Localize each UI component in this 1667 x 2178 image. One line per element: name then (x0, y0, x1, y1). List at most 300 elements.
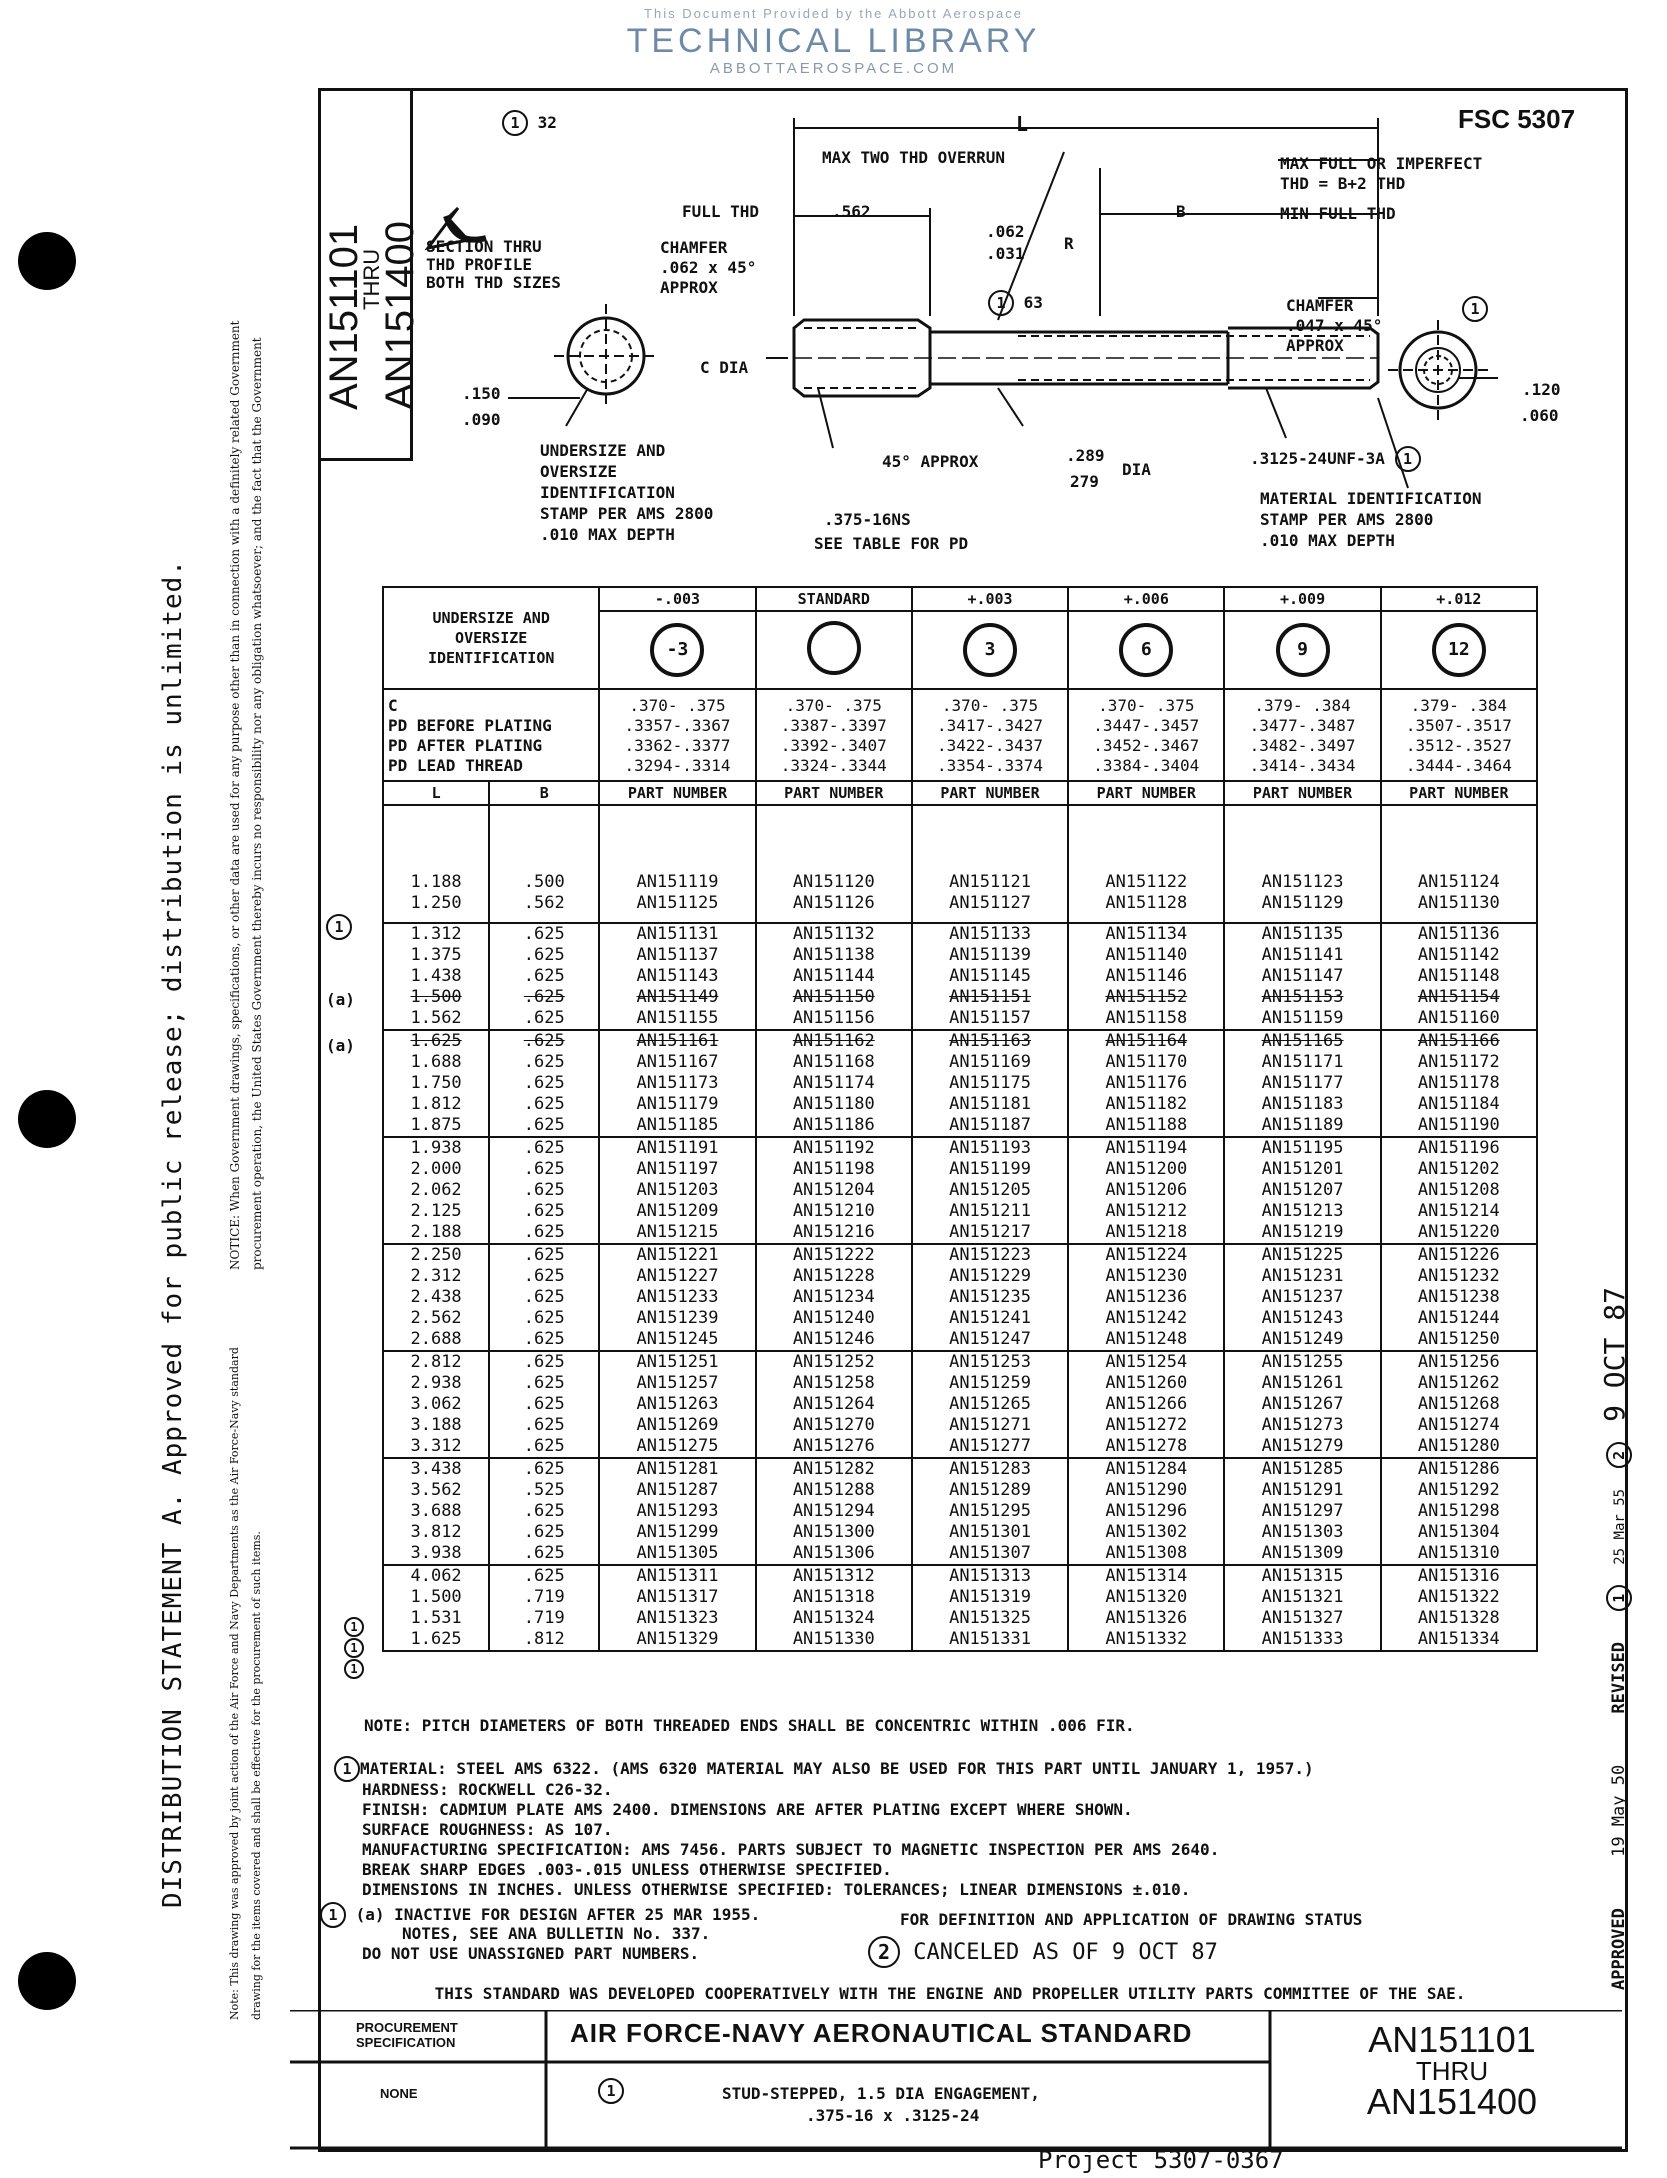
watermark-provider-text: This Document Provided by the Abbott Aerospace (644, 6, 1023, 21)
ident-mark: -3 (650, 623, 704, 677)
part-number-cell (756, 805, 912, 923)
length-cell-value: 1.312 (410, 924, 462, 944)
section-label: SECTION THRU THD PROFILE BOTH THD SIZES (426, 237, 561, 292)
b-cell-value: .625 (523, 1394, 565, 1414)
part-number-cell-value: AN151261 (1261, 1373, 1344, 1393)
part-number-cell-value: AN151152 (1105, 987, 1188, 1007)
part-number-cell-value: AN151293 (636, 1501, 719, 1521)
part-number-cell (1381, 805, 1537, 923)
note-inactive: 1 (a) INACTIVE FOR DESIGN AFTER 25 MAR 1955. (320, 1902, 760, 1928)
part-number-cell-value: AN151263 (636, 1394, 719, 1414)
note-sae: THIS STANDARD WAS DEVELOPED COOPERATIVELY WITH THE ENGINE AND PROPELLER UTILITY PARTS COMMITTEE OF THE SAE. (434, 1984, 1466, 2003)
length-cell-value: 1.531 (410, 1608, 462, 1628)
part-number-cell-value: AN151176 (1105, 1073, 1188, 1093)
length-cell-value: 3.438 (410, 1459, 462, 1479)
part-number-cell-value: AN151328 (1417, 1608, 1500, 1628)
part-number-cell-value: AN151323 (636, 1608, 719, 1628)
part-number-cell (912, 1137, 1068, 1244)
part-number-cell-value: AN151233 (636, 1287, 719, 1307)
part-number-cell-value: AN151258 (792, 1373, 875, 1393)
full-thd: FULL THD (682, 202, 760, 221)
b-cell-value: .625 (523, 1115, 565, 1135)
part-number-cell (599, 1030, 755, 1137)
part-number-cell-value: AN151302 (1105, 1522, 1188, 1542)
dim-090: .090 (462, 410, 501, 429)
b-cell-value: .625 (523, 1373, 565, 1393)
part-number-cell (912, 805, 1068, 923)
distribution-statement: DISTRIBUTION STATEMENT A. Approved for public release; distribution is unlimited. (158, 559, 188, 1908)
part-number-cell-value: AN151285 (1261, 1459, 1344, 1479)
part-number-cell-value: AN151213 (1261, 1201, 1344, 1221)
length-cell-value: 3.688 (410, 1501, 462, 1521)
length-cell-value: 2.188 (410, 1222, 462, 1242)
part-number-cell-value: AN151286 (1417, 1459, 1500, 1479)
table-row-group (383, 805, 1537, 923)
length-cell-value: 1.562 (410, 1008, 462, 1028)
part-number-cell-value: AN151275 (636, 1436, 719, 1456)
part-number-cell-value: AN151249 (1261, 1329, 1344, 1349)
part-number-cell-value: AN151277 (949, 1436, 1031, 1456)
part-number-cell (599, 1137, 755, 1244)
b-cell-value: .525 (523, 1480, 565, 1500)
title-doc-number (1282, 2019, 1622, 2122)
part-number-cell-value: AN151188 (1105, 1115, 1188, 1135)
part-number-cell-value: AN151217 (949, 1222, 1031, 1242)
part-number-cell-value: AN151314 (1105, 1566, 1188, 1586)
dia-279: 279 (1070, 472, 1099, 491)
part-number-cell-value: AN151126 (792, 893, 875, 913)
part-number-cell-value: AN151221 (636, 1245, 719, 1265)
dim-L: L (1016, 112, 1029, 136)
part-number-cell (599, 1458, 755, 1565)
part-number-cell (912, 923, 1068, 1030)
part-number-cell-value: AN151229 (949, 1266, 1031, 1286)
b-cell-value: .719 (523, 1608, 565, 1628)
part-number-cell-value: AN151212 (1105, 1201, 1188, 1221)
binder-hole-bottom (18, 1952, 76, 2010)
part-number-cell-value: AN151259 (949, 1373, 1031, 1393)
table-row-group (383, 1458, 1537, 1565)
part-number-cell-value: AN151272 (1105, 1415, 1188, 1435)
length-cell-value: 3.562 (410, 1480, 462, 1500)
b-cell-value: .562 (523, 893, 565, 913)
approx-45: 45° APPROX (882, 452, 979, 471)
part-number-cell-value: AN151260 (1105, 1373, 1188, 1393)
part-number-cell-value: AN151223 (949, 1245, 1031, 1265)
length-cell (383, 1458, 489, 1565)
part-number-cell-value: AN151167 (636, 1052, 719, 1072)
chamfer-left: CHAMFER .062 x 45° APPROX (660, 238, 757, 297)
part-number-cell-value: AN151208 (1417, 1180, 1500, 1200)
b-cell (489, 1458, 599, 1565)
part-number-cell-value: AN151305 (636, 1543, 719, 1563)
spec-values: .370- .375 .3357-.3367 .3362-.3377 .3294-.3314 (599, 689, 755, 781)
part-number-cell-value: AN151134 (1105, 924, 1188, 944)
note-surface: SURFACE ROUGHNESS: AS 107. (362, 1820, 613, 1839)
part-number-cell-value: AN151321 (1261, 1587, 1344, 1607)
part-number-cell-value: AN151331 (949, 1629, 1031, 1649)
part-number-cell-value: AN151143 (636, 966, 719, 986)
size-header: +.003 (912, 587, 1068, 611)
part-number-cell (1381, 1458, 1537, 1565)
dia-label: DIA (1122, 460, 1151, 479)
ident-mark: 6 (1119, 623, 1173, 677)
max-two-thd: MAX TWO THD OVERRUN (822, 148, 1006, 167)
part-number-cell-value: AN151172 (1417, 1052, 1500, 1072)
part-number-cell-value: AN151247 (949, 1329, 1031, 1349)
part-number-cell (1224, 1137, 1380, 1244)
b-cell-value: .625 (523, 1201, 565, 1221)
b-cell (489, 1030, 599, 1137)
part-number-cell-value: AN151184 (1417, 1094, 1500, 1114)
part-number-cell-value: AN151292 (1417, 1480, 1500, 1500)
part-number-cell-value: AN151192 (792, 1138, 875, 1158)
part-number-cell (1068, 1351, 1224, 1458)
part-number-cell-value: AN151243 (1261, 1308, 1344, 1328)
part-number-cell-value: AN151135 (1261, 924, 1344, 944)
length-cell (383, 1137, 489, 1244)
part-number-cell (912, 1030, 1068, 1137)
b-cell-value: .625 (523, 966, 565, 986)
length-cell-value: 3.188 (410, 1415, 462, 1435)
part-number-cell-value: AN151329 (636, 1629, 719, 1649)
part-number-cell-value: AN151265 (949, 1394, 1031, 1414)
part-number-cell-value: AN151180 (792, 1094, 875, 1114)
part-number-body (383, 805, 1537, 1651)
part-number-cell-value: AN151145 (949, 966, 1031, 986)
note-see-bulletin: NOTES, SEE ANA BULLETIN No. 337. (402, 1924, 711, 1943)
b-cell-value: .812 (523, 1629, 565, 1649)
part-number-cell-value: AN151132 (792, 924, 875, 944)
part-number-cell-value: AN151290 (1105, 1480, 1188, 1500)
part-number-cell-value: AN151206 (1105, 1180, 1188, 1200)
note-mfg: MANUFACTURING SPECIFICATION: AMS 7456. PARTS SUBJECT TO MAGNETIC INSPECTION PER AMS 2640. (362, 1840, 1220, 1859)
part-number-cell-value: AN151201 (1261, 1159, 1344, 1179)
b-cell-value: .625 (523, 1031, 565, 1051)
part-number-table (382, 586, 1538, 1652)
part-number-cell-value: AN151186 (792, 1115, 875, 1135)
part-number-cell-value: AN151183 (1261, 1094, 1344, 1114)
part-number-cell-value: AN151238 (1417, 1287, 1500, 1307)
part-number-cell-value: AN151200 (1105, 1159, 1188, 1179)
thread-3125: .3125-24UNF-3A 1 (1250, 446, 1421, 472)
part-number-cell-value: AN151312 (792, 1566, 875, 1586)
radius-label: R (1064, 234, 1074, 253)
ident-mark-cell (1381, 611, 1537, 689)
part-number-cell-value: AN151210 (792, 1201, 875, 1221)
note-hardness: HARDNESS: ROCKWELL C26-32. (362, 1780, 613, 1799)
approval-notice-line-1: Note: This drawing was approved by joint action of the Air Force and Navy Departments as the Air Force-Navy standard (228, 1347, 241, 2020)
part-number-cell-value: AN151119 (636, 872, 719, 892)
note-pitch: NOTE: PITCH DIAMETERS OF BOTH THREADED ENDS SHALL BE CONCENTRIC WITHIN .006 FIR. (364, 1716, 1135, 1735)
part-number-cell-value: AN151199 (949, 1159, 1031, 1179)
b-cell-value: .625 (523, 1222, 565, 1242)
part-number-cell-value: AN151304 (1417, 1522, 1500, 1542)
part-number-cell-value: AN151142 (1417, 945, 1500, 965)
part-number-cell-value: AN151240 (792, 1308, 875, 1328)
b-cell-value: .625 (523, 1073, 565, 1093)
part-number-cell-value: AN151313 (949, 1566, 1031, 1586)
part-number-cell-value: AN151280 (1417, 1436, 1500, 1456)
part-number-cell-value: AN151189 (1261, 1115, 1344, 1135)
part-number-cell-value: AN151141 (1261, 945, 1344, 965)
b-cell-value: .719 (523, 1587, 565, 1607)
part-number-cell-value: AN151256 (1417, 1352, 1500, 1372)
part-number-cell (1068, 923, 1224, 1030)
part-number-cell-value: AN151209 (636, 1201, 719, 1221)
col-pn-header: PART NUMBER (1381, 781, 1537, 805)
part-number-cell-value: AN151282 (792, 1459, 875, 1479)
part-number-cell-value: AN151146 (1105, 966, 1188, 986)
b-cell-value: .625 (523, 1566, 565, 1586)
size-header-row (383, 587, 1537, 611)
b-cell-value: .625 (523, 1352, 565, 1372)
part-number-cell (912, 1458, 1068, 1565)
length-cell-value: 2.438 (410, 1287, 462, 1307)
b-cell-value: .625 (523, 1052, 565, 1072)
b-cell-value: .625 (523, 1287, 565, 1307)
length-cell-value: 2.250 (410, 1245, 462, 1265)
part-number-cell (912, 1351, 1068, 1458)
dia-289: .289 (1066, 446, 1105, 465)
length-cell-value: 2.312 (410, 1266, 462, 1286)
margin-mark-1: 1 (326, 914, 352, 940)
part-number-cell-value: AN151269 (636, 1415, 719, 1435)
part-number-cell-value: AN151225 (1261, 1245, 1344, 1265)
part-number-cell-value: AN151234 (792, 1287, 875, 1307)
col-pn-header: PART NUMBER (599, 781, 755, 805)
part-number-cell-value: AN151310 (1417, 1543, 1500, 1563)
part-number-cell-value: AN151288 (792, 1480, 875, 1500)
part-number-cell-value: AN151298 (1417, 1501, 1500, 1521)
part-number-cell-value: AN151193 (949, 1138, 1031, 1158)
part-number-cell-value: AN151222 (792, 1245, 875, 1265)
part-number-cell-value: AN151246 (792, 1329, 875, 1349)
b-cell (489, 1565, 599, 1651)
part-number-cell (1381, 1244, 1537, 1351)
part-number-cell-value: AN151123 (1261, 872, 1344, 892)
note-finish: FINISH: CADMIUM PLATE AMS 2400. DIMENSIONS ARE AFTER PLATING EXCEPT WHERE SHOWN. (362, 1800, 1133, 1819)
length-cell-value: 2.812 (410, 1352, 462, 1372)
b-cell-value: .625 (523, 945, 565, 965)
b-cell-value: .625 (523, 1522, 565, 1542)
approved-label: APPROVED (1609, 1908, 1629, 1990)
part-number-cell-value: AN151124 (1417, 872, 1500, 892)
part-number-cell-value: AN151281 (636, 1459, 719, 1479)
part-number-cell-value: AN151181 (949, 1094, 1031, 1114)
min-full-thd: MIN FULL THD (1280, 204, 1396, 223)
part-number-cell-value: AN151242 (1105, 1308, 1188, 1328)
part-number-cell (756, 1030, 912, 1137)
length-cell (383, 923, 489, 1030)
length-cell-value: 1.188 (410, 872, 462, 892)
part-number-cell (1224, 1030, 1380, 1137)
part-number-cell-value: AN151138 (792, 945, 875, 965)
length-cell-value: 1.688 (410, 1052, 462, 1072)
part-number-cell-value: AN151140 (1105, 945, 1188, 965)
part-number-cell (1068, 805, 1224, 923)
part-number-cell-value: AN151325 (949, 1608, 1031, 1628)
part-number-cell-value: AN151267 (1261, 1394, 1344, 1414)
part-number-cell-value: AN151241 (949, 1308, 1031, 1328)
material-ident-note: MATERIAL IDENTIFICATION STAMP PER AMS 2800 .010 MAX DEPTH (1260, 489, 1482, 550)
approval-notice-line-2: drawing for the items covered and shall be effective for the procurement of such items. (250, 1531, 263, 2020)
part-number-cell-value: AN151219 (1261, 1222, 1344, 1242)
part-number-cell (1068, 1137, 1224, 1244)
size-header: +.009 (1224, 587, 1380, 611)
margin-marks-last-group: 1 1 1 (344, 1616, 364, 1679)
part-number-cell (1224, 1351, 1380, 1458)
part-number-cell (1381, 923, 1537, 1030)
part-number-cell-value: AN151128 (1105, 893, 1188, 913)
part-number-cell-value: AN151165 (1261, 1031, 1344, 1051)
table-row-group (383, 1565, 1537, 1651)
b-cell-value: .625 (523, 1329, 565, 1349)
part-number-cell-value: AN151306 (792, 1543, 875, 1563)
fsc-code: FSC 5307 (1458, 104, 1576, 134)
part-number-cell (1381, 1351, 1537, 1458)
length-cell-value: 4.062 (410, 1566, 462, 1586)
part-number-cell-value: AN151248 (1105, 1329, 1188, 1349)
part-number-cell-value: AN151154 (1417, 987, 1500, 1007)
dim-B: B (1176, 202, 1186, 221)
b-cell-value: .625 (523, 1543, 565, 1563)
part-number-cell-value: AN151324 (792, 1608, 875, 1628)
part-number-cell-value: AN151150 (792, 987, 875, 1007)
doc-number-line2: THRU (359, 248, 384, 310)
b-cell (489, 1137, 599, 1244)
part-number-cell-value: AN151319 (949, 1587, 1031, 1607)
part-number-cell-value: AN151182 (1105, 1094, 1188, 1114)
part-number-cell (1381, 1565, 1537, 1651)
ident-mark-cell (756, 611, 912, 689)
part-number-cell-value: AN151144 (792, 966, 875, 986)
approved-date: 19 May 50 (1609, 1764, 1629, 1857)
part-number-cell-value: AN151122 (1105, 872, 1188, 892)
part-number-cell-value: AN151251 (636, 1352, 719, 1372)
part-number-cell-value: AN151279 (1261, 1436, 1344, 1456)
government-notice-line-1: NOTICE: When Government drawings, specifications, or other data are used for any purpose other than in connection with a definitely related Government (228, 320, 242, 1270)
spec-values: .370- .375 .3447-.3457 .3452-.3467 .3384-.3404 (1068, 689, 1224, 781)
ident-mark-cell (912, 611, 1068, 689)
note-do-not-use: DO NOT USE UNASSIGNED PART NUMBERS. (362, 1944, 700, 1963)
part-number-cell-value: AN151133 (949, 924, 1031, 944)
part-number-cell-value: AN151161 (636, 1031, 719, 1051)
table-row-group (383, 1244, 1537, 1351)
part-number-cell-value: AN151148 (1417, 966, 1500, 986)
part-number-cell-value: AN151166 (1417, 1031, 1500, 1051)
part-number-cell-value: AN151130 (1417, 893, 1500, 913)
b-cell-value: .625 (523, 1008, 565, 1028)
part-number-cell-value: AN151311 (636, 1566, 719, 1586)
part-number-cell-value: AN151283 (949, 1459, 1031, 1479)
b-cell (489, 923, 599, 1030)
dim-120: .120 (1522, 380, 1561, 399)
part-number-cell-value: AN151236 (1105, 1287, 1188, 1307)
dim-562: .562 (832, 202, 871, 221)
part-number-cell-value: AN151139 (949, 945, 1031, 965)
part-number-cell-value: AN151205 (949, 1180, 1031, 1200)
part-number-cell-value: AN151203 (636, 1180, 719, 1200)
spec-values: .370- .375 .3387-.3397 .3392-.3407 .3324-.3344 (756, 689, 912, 781)
part-number-cell-value: AN151326 (1105, 1608, 1188, 1628)
part-number-cell (1068, 1565, 1224, 1651)
part-number-cell-value: AN151131 (636, 924, 719, 944)
desc-mark: 1 (598, 2078, 624, 2104)
part-number-cell-value: AN151307 (949, 1543, 1031, 1563)
length-cell-value: 2.062 (410, 1180, 462, 1200)
part-number-cell-value: AN151177 (1261, 1073, 1344, 1093)
doc-number-line1: AN151101 (322, 223, 366, 410)
part-number-cell-value: AN151254 (1105, 1352, 1188, 1372)
cancel-date: 9 OCT 87 (1598, 1287, 1631, 1422)
size-header: STANDARD (756, 587, 912, 611)
part-number-cell-value: AN151299 (636, 1522, 719, 1542)
standard-title: AIR FORCE-NAVY AERONAUTICAL STANDARD (570, 2018, 1193, 2048)
part-number-cell-value: AN151284 (1105, 1459, 1188, 1479)
part-number-cell-value: AN151137 (636, 945, 719, 965)
part-number-cell-value: AN151170 (1105, 1052, 1188, 1072)
part-number-cell (1224, 1458, 1380, 1565)
ident-mark: 12 (1432, 623, 1486, 677)
part-number-cell-value: AN151187 (949, 1115, 1031, 1135)
part-number-cell-value: AN151330 (792, 1629, 875, 1649)
length-cell-value: 1.625 (410, 1629, 462, 1649)
part-number-cell-value: AN151156 (792, 1008, 875, 1028)
part-number-cell-value: AN151237 (1261, 1287, 1344, 1307)
note-material: 1 MATERIAL: STEEL AMS 6322. (AMS 6320 MATERIAL MAY ALSO BE USED FOR THIS PART UNTIL JANUARY 1, 1957.) (334, 1756, 1314, 1782)
revision-strip (1598, 1287, 1632, 1990)
part-number-cell-value: AN151250 (1417, 1329, 1500, 1349)
part-number-cell-value: AN151278 (1105, 1436, 1188, 1456)
part-number-cell (1224, 923, 1380, 1030)
ident-mark-cell (599, 611, 755, 689)
project-number: Project 5307-0367 (1038, 2146, 1284, 2174)
part-number-cell-value: AN151287 (636, 1480, 719, 1500)
part-number-cell-value: AN151271 (949, 1415, 1031, 1435)
length-cell-value: 1.938 (410, 1138, 462, 1158)
part-number-cell-value: AN151179 (636, 1094, 719, 1114)
procurement-none: NONE (380, 2086, 418, 2101)
length-cell-value: 1.875 (410, 1115, 462, 1135)
length-cell-value: 1.812 (410, 1094, 462, 1114)
part-number-cell-value: AN151333 (1261, 1629, 1344, 1649)
title-doc-line2: THRU (1415, 2056, 1489, 2086)
col-pn-header: PART NUMBER (912, 781, 1068, 805)
length-cell (383, 1351, 489, 1458)
part-number-cell-value: AN151309 (1261, 1543, 1344, 1563)
part-number-cell-value: AN151155 (636, 1008, 719, 1028)
part-number-cell-value: AN151153 (1261, 987, 1344, 1007)
b-cell-value: .625 (523, 1266, 565, 1286)
part-number-cell-value: AN151204 (792, 1180, 875, 1200)
part-number-cell (599, 805, 755, 923)
part-number-cell-value: AN151207 (1261, 1180, 1344, 1200)
b-cell-value: .625 (523, 1159, 565, 1179)
part-number-cell-value: AN151318 (792, 1587, 875, 1607)
part-number-cell-value: AN151216 (792, 1222, 875, 1242)
part-number-cell-value: AN151332 (1105, 1629, 1188, 1649)
length-cell-value: 3.312 (410, 1436, 462, 1456)
part-number-cell-value: AN151232 (1417, 1266, 1500, 1286)
watermark-title: TECHNICAL LIBRARY (626, 22, 1041, 60)
part-number-cell (1068, 1458, 1224, 1565)
b-cell-value: .625 (523, 1459, 565, 1479)
part-number-cell (756, 923, 912, 1030)
dim-060: .060 (1520, 406, 1559, 425)
title-doc-line3: AN151400 (1366, 2081, 1538, 2122)
table-row-group (383, 1030, 1537, 1137)
